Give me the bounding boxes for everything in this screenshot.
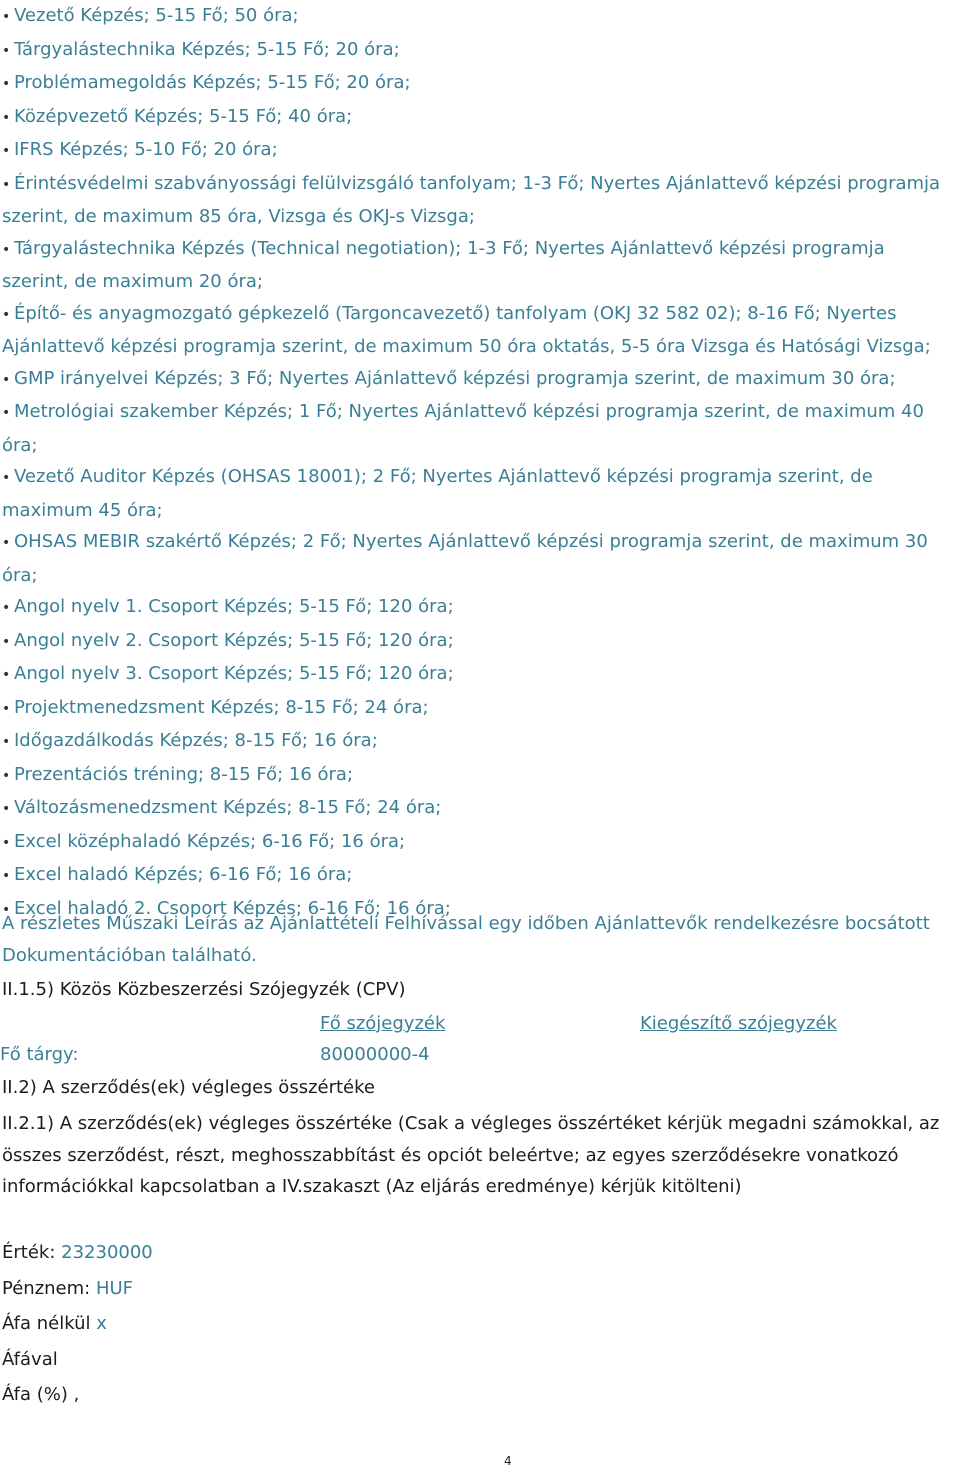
supplementary-vocabulary-header: Kiegészítő szójegyzék [640, 1013, 837, 1034]
bullet-icon: • [2, 9, 11, 25]
list-item [2, 591, 954, 625]
vat-percent-label: Áfa (%) , [2, 1384, 80, 1405]
list-item [2, 759, 954, 793]
value-amount: 23230000 [61, 1242, 153, 1263]
list-item-text: Metrológiai szakember Képzés; 1 Fő; Nyertes Ajánlattevő képzési programja szerint, de maximum 40 óra; [2, 401, 924, 456]
list-item-text: Vezető Auditor Képzés (OHSAS 18001); 2 Fő; Nyertes Ajánlattevő képzési programja szerint, de maximum 45 óra; [2, 466, 873, 521]
bullet-icon: • [2, 109, 11, 126]
list-item-text: Időgazdálkodás Képzés; 8-15 Fő; 16 óra; [14, 730, 378, 751]
currency-row [2, 1277, 133, 1301]
value-row [2, 1241, 153, 1265]
bullet-icon: • [2, 633, 11, 650]
bullet-icon: • [2, 667, 11, 683]
list-item-text: Változásmenedzsment Képzés; 8-15 Fő; 24 óra; [14, 797, 442, 818]
bullet-icon: • [2, 767, 11, 784]
bullet-icon: • [2, 241, 11, 258]
list-item [2, 658, 954, 692]
list-item [2, 34, 954, 68]
bullet-icon: • [2, 901, 11, 918]
bullet-icon: • [2, 801, 11, 817]
list-item-text: Excel haladó Képzés; 6-16 Fő; 16 óra; [14, 864, 353, 885]
list-item [2, 826, 954, 860]
cpv-heading: II.1.5) Közös Közbeszerzési Szójegyzék (CPV) [2, 979, 406, 1000]
main-vocabulary-header: Fő szójegyzék [320, 1013, 446, 1034]
training-list [2, 0, 954, 926]
list-item [2, 233, 954, 298]
list-item-text: Angol nyelv 1. Csoport Képzés; 5-15 Fő; 120 óra; [14, 596, 454, 617]
value-label: Érték: [2, 1242, 56, 1263]
contract-value-heading: II.2) A szerződés(ek) végleges összértéke [2, 1077, 375, 1098]
bullet-icon: • [2, 306, 11, 323]
with-vat-label: Áfával [2, 1349, 58, 1370]
bullet-icon: • [2, 700, 11, 717]
list-item-text: IFRS Képzés; 5-10 Fő; 20 óra; [14, 139, 278, 160]
list-item-text: Vezető Képzés; 5-15 Fő; 50 óra; [14, 5, 299, 26]
list-item [2, 168, 954, 233]
list-item-text: Építő- és anyagmozgató gépkezelő (Targoncavezető) tanfolyam (OKJ 32 582 02); 8-16 Fő; Nyertes Ajánlattevő képzési programja szerint, de maximum 50 óra oktatás, 5-5 óra Vizsga és Hatósági Vizsga; [2, 302, 931, 357]
closing-paragraph: A részletes Műszaki Leírás az Ajánlattételi Felhívással egy időben Ajánlattevők rendelkezésre bocsátott Dokumentációban található. [2, 913, 930, 966]
bullet-icon: • [2, 600, 11, 616]
currency-label: Pénznem: [2, 1278, 91, 1299]
list-item-text: Tárgyalástechnika Képzés (Technical negotiation); 1-3 Fő; Nyertes Ajánlattevő képzési programja szerint, de maximum 20 óra; [2, 237, 885, 292]
list-item-text: Tárgyalástechnika Képzés; 5-15 Fő; 20 óra; [14, 38, 400, 60]
currency-value: HUF [95, 1278, 134, 1299]
list-item [2, 67, 954, 101]
main-subject-label: Fő tárgy: [0, 1044, 79, 1065]
list-item [2, 526, 954, 591]
bullet-icon: • [2, 834, 11, 851]
list-item-text: GMP irányelvei Képzés; 3 Fő; Nyertes Ajánlattevő képzési programja szerint, de maximum 30 óra; [14, 367, 896, 389]
list-item [2, 396, 954, 461]
list-item [2, 134, 954, 168]
bullet-icon: • [2, 76, 11, 92]
list-item [2, 692, 954, 726]
list-item [2, 461, 954, 526]
bullet-icon: • [2, 143, 11, 159]
list-item [2, 363, 954, 397]
bullet-icon: • [2, 42, 11, 59]
list-item-text: Excel haladó 2. Csoport Képzés; 6-16 Fő; 16 óra; [14, 897, 451, 919]
bullet-icon: • [2, 405, 11, 421]
list-item [2, 625, 954, 659]
bullet-icon: • [2, 470, 11, 486]
list-item-text: Problémamegoldás Képzés; 5-15 Fő; 20 óra; [14, 72, 411, 93]
list-item [2, 298, 954, 363]
list-item [2, 101, 954, 135]
list-item [2, 0, 954, 34]
list-item-text: OHSAS MEBIR szakértő Képzés; 2 Fő; Nyertes Ajánlattevő képzési programja szerint, de maximum 30 óra; [2, 531, 928, 586]
list-item-text: Angol nyelv 3. Csoport Képzés; 5-15 Fő; 120 óra; [14, 663, 454, 684]
list-item [2, 859, 954, 893]
list-item-text: Projektmenedzsment Képzés; 8-15 Fő; 24 óra; [14, 696, 429, 718]
main-subject-code: 80000000-4 [320, 1044, 430, 1065]
list-item [2, 792, 954, 826]
bullet-icon: • [2, 371, 11, 388]
list-item [2, 725, 954, 759]
no-vat-row [2, 1312, 107, 1336]
bullet-icon: • [2, 868, 11, 884]
list-item-text: Excel középhaladó Képzés; 6-16 Fő; 16 óra; [14, 830, 406, 852]
bullet-icon: • [2, 535, 11, 551]
bullet-icon: • [2, 176, 11, 193]
list-item-text: Prezentációs tréning; 8-15 Fő; 16 óra; [14, 763, 354, 785]
contract-value-subheading: II.2.1) A szerződés(ek) végleges összértéke (Csak a végleges összértéket kérjük megadni számokkal, az összes szerződést, részt, meghosszabbítást és opciót beleértve; az egyes szerződésekre vonatkozó információkkal kapcsolatban a IV.szakaszt (Az eljárás eredménye) kérjük kitölteni) [2, 1113, 940, 1197]
bullet-icon: • [2, 734, 11, 750]
no-vat-label: Áfa nélkül [2, 1313, 91, 1334]
no-vat-mark: x [96, 1313, 107, 1334]
page-number: 4 [504, 1454, 512, 1468]
list-item-text: Angol nyelv 2. Csoport Képzés; 5-15 Fő; 120 óra; [14, 629, 454, 651]
list-item-text: Érintésvédelmi szabványossági felülvizsgáló tanfolyam; 1-3 Fő; Nyertes Ajánlattevő képzési programja szerint, de maximum 85 óra, Vizsga és OKJ-s Vizsga; [2, 172, 941, 227]
list-item-text: Középvezető Képzés; 5-15 Fő; 40 óra; [14, 105, 353, 127]
